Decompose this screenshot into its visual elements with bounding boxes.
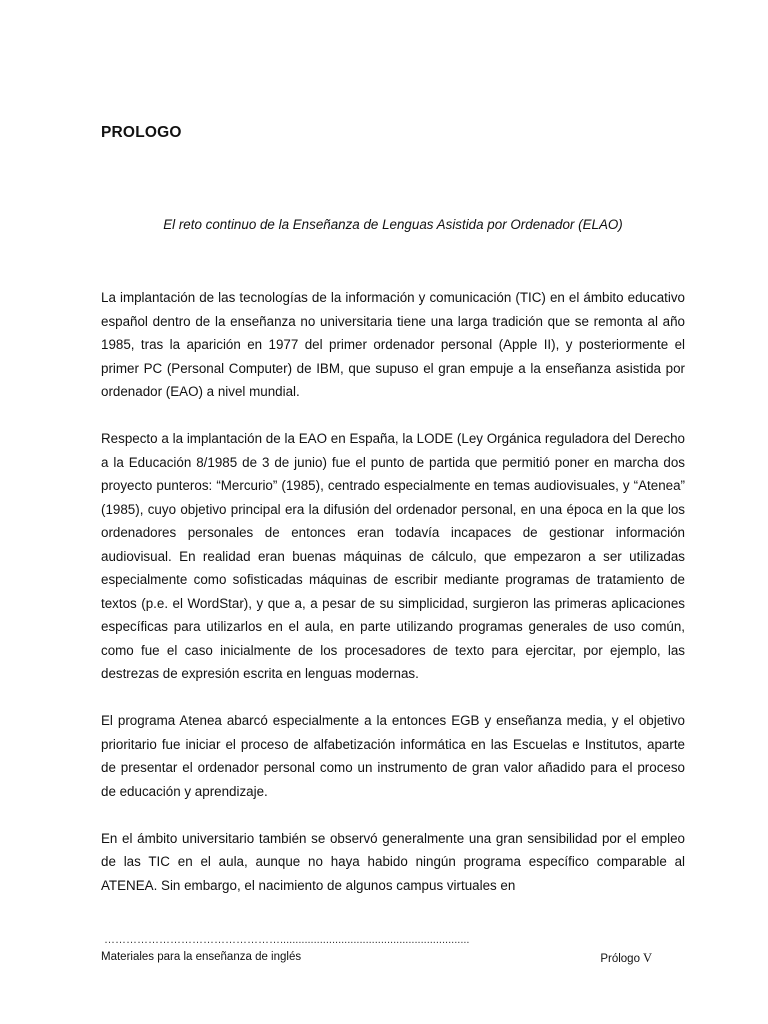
footer-title: Materiales para la enseñanza de inglés xyxy=(101,951,302,963)
footer-page-number: V xyxy=(642,951,652,965)
page-title: PROLOGO xyxy=(101,124,182,141)
paragraph: La implantación de las tecnologías de la información y comunicación (TIC) en el ámbito educativo español dentro de la enseñanza no universitaria tiene una larga tradición que se remonta al año 1985, tras la aparición en 1977 del primer ordenador personal (Apple II), y posteriormente el primer PC (Personal Computer) de IBM, que supuso el gran empuje a la enseñanza asistida por ordenador (EAO) a nivel mundial. xyxy=(101,290,685,399)
footer-dotted-rule: ………………………………………….............................................................. xyxy=(104,934,470,946)
body-text xyxy=(101,286,685,921)
footer-page-label xyxy=(600,951,652,966)
paragraph: En el ámbito universitario también se observó generalmente una gran sensibilidad por el empleo de las TIC en el aula, aunque no haya habido ningún programa específico comparable al ATENEA. Sin embargo, el nacimiento de algunos campus virtuales en xyxy=(101,830,685,893)
subtitle: El reto continuo de la Enseñanza de Lenguas Asistida por Ordenador (ELAO) xyxy=(163,217,623,232)
paragraph: Respecto a la implantación de la EAO en España, la LODE (Ley Orgánica reguladora del Derecho a la Educación 8/1985 de 3 de junio) fue el punto de partida que permitió poner en marcha dos proyecto punteros: “Mercurio” (1985), centrado especialmente en temas audiovisuales, y “Atenea” (1985), cuyo objetivo principal era la difusión del ordenador personal, en una época en la que los ordenadores personales de entonces eran todavía incapaces de gestionar información audiovisual. En realidad eran buenas máquinas de cálculo, que empezaron a ser utilizadas especialmente como sofisticadas máquinas de escribir mediante programas de tratamiento de textos (p.e. el WordStar), y que a, a pesar de su simplicidad, surgieron las primeras aplicaciones específicas para utilizarlos en el aula, en parte utilizando programas generales de uso común, como fue el caso inicialmente de los procesadores de texto para ejercitar, por ejemplo, las destrezas de expresión escrita en lenguas modernas. xyxy=(101,431,685,681)
footer-section-name: Prólogo xyxy=(600,953,640,965)
paragraph: El programa Atenea abarcó especialmente a la entonces EGB y enseñanza media, y el objetivo prioritario fue iniciar el proceso de alfabetización informática en las Escuelas e Institutos, aparte de presentar el ordenador personal como un instrumento de gran valor añadido para el proceso de educación y aprendizaje. xyxy=(101,713,685,799)
